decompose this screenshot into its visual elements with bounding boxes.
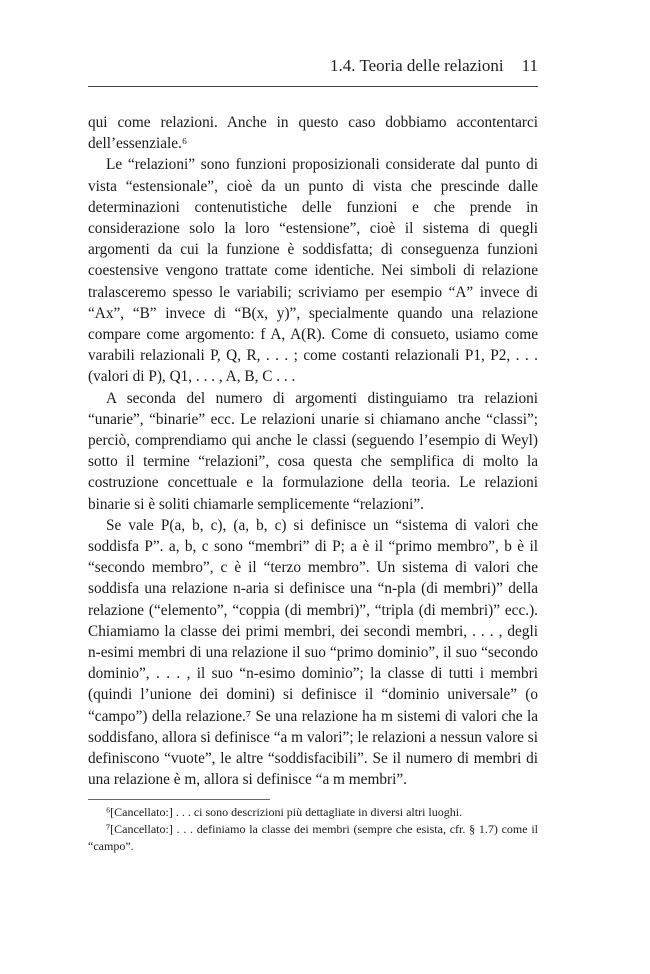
header-rule — [88, 86, 538, 87]
paragraph-4: Se vale P(a, b, c), (a, b, c) si definisce un “sistema di valori che soddisfa P”. a, b, c sono “membri” di P; a è il “primo membro”, b è il “secondo membro”, c è il “terzo membro”. Un sistema di valori che soddisfa una relazione n-aria si definisce una “n-pla (di membri)” della relazione (“elemento”, “coppia (di membri)”, “tripla (di membri)” ecc.). Chiamiamo la classe dei primi membri, dei secondi membri, . . . , degli n-esimi membri di una relazione il suo “primo dominio”, il suo “secondo dominio”, . . . , il suo “n-esimo dominio”; la classe di tutti i membri (quindi l’unione dei domini) si definisce il “dominio universale” (o “campo”) della relazione.⁷ Se una relazione ha m sistemi di valori che la soddisfano, allora si definisce “a m valori”; le relazioni a nessun valore si definiscono “vuote”, le altre “soddisfacibili”. Se il numero di membri di una relazione è m, allora si definisce “a m membri”. — [88, 516, 538, 789]
paragraph-3: A seconda del numero di argomenti distinguiamo tra relazioni “unarie”, “binarie” ecc. Le relazioni unarie si chiamano anche “classi”; perciò, comprendiamo qui anche le classi (seguendo l’esempio di Weyl) sotto il termine “relazioni”, cosa questa che semplifica di molto la costruzione concettuale e la formulazione della teoria. Le relazioni binarie si è soliti chiamarle semplicemente “relazioni”. — [88, 389, 538, 513]
section-number: 1.4. — [329, 56, 356, 75]
footnote-6: ⁶[Cancellato:] . . . ci sono descrizioni più dettagliate in diversi altri luoghi. — [106, 805, 463, 819]
main-text — [88, 112, 538, 791]
page-number: 11 — [521, 56, 538, 75]
footnote-rule — [88, 799, 270, 800]
section-title: Teoria delle relazioni — [359, 56, 504, 75]
running-header — [88, 56, 538, 76]
paragraph-1: qui come relazioni. Anche in questo caso dobbiamo accontentarci dell’essenziale.⁶ — [88, 114, 538, 153]
footnote-7: ⁷[Cancellato:] . . . definiamo la classe dei membri (sempre che esista, cfr. § 1.7) come il “campo”. — [88, 822, 538, 853]
footnotes — [88, 804, 538, 855]
paragraph-2: Le “relazioni” sono funzioni proposizionali considerate dal punto di vista “estensionale”, cioè da un punto di vista che prescinde dalle determinazioni contenutistiche delle funzioni e che prende in considerazione solo la loro “estensione”, cioè il sistema di quegli argomenti da cui la funzione è soddisfatta; di conseguenza funzioni coestensive vengono trattate come identiche. Nei simboli di relazione tralasceremo spesso le variabili; scriviamo per esempio “A” invece di “Ax”, “B” invece di “B(x, y)”, specialmente quando una relazione compare come argomento: f A, A(R). Come di consueto, usiamo come varabili relazionali P, Q, R, . . . ; come costanti relazionali P1, P2, . . . (valori di P), Q1, . . . , A, B, C . . . — [88, 156, 538, 386]
